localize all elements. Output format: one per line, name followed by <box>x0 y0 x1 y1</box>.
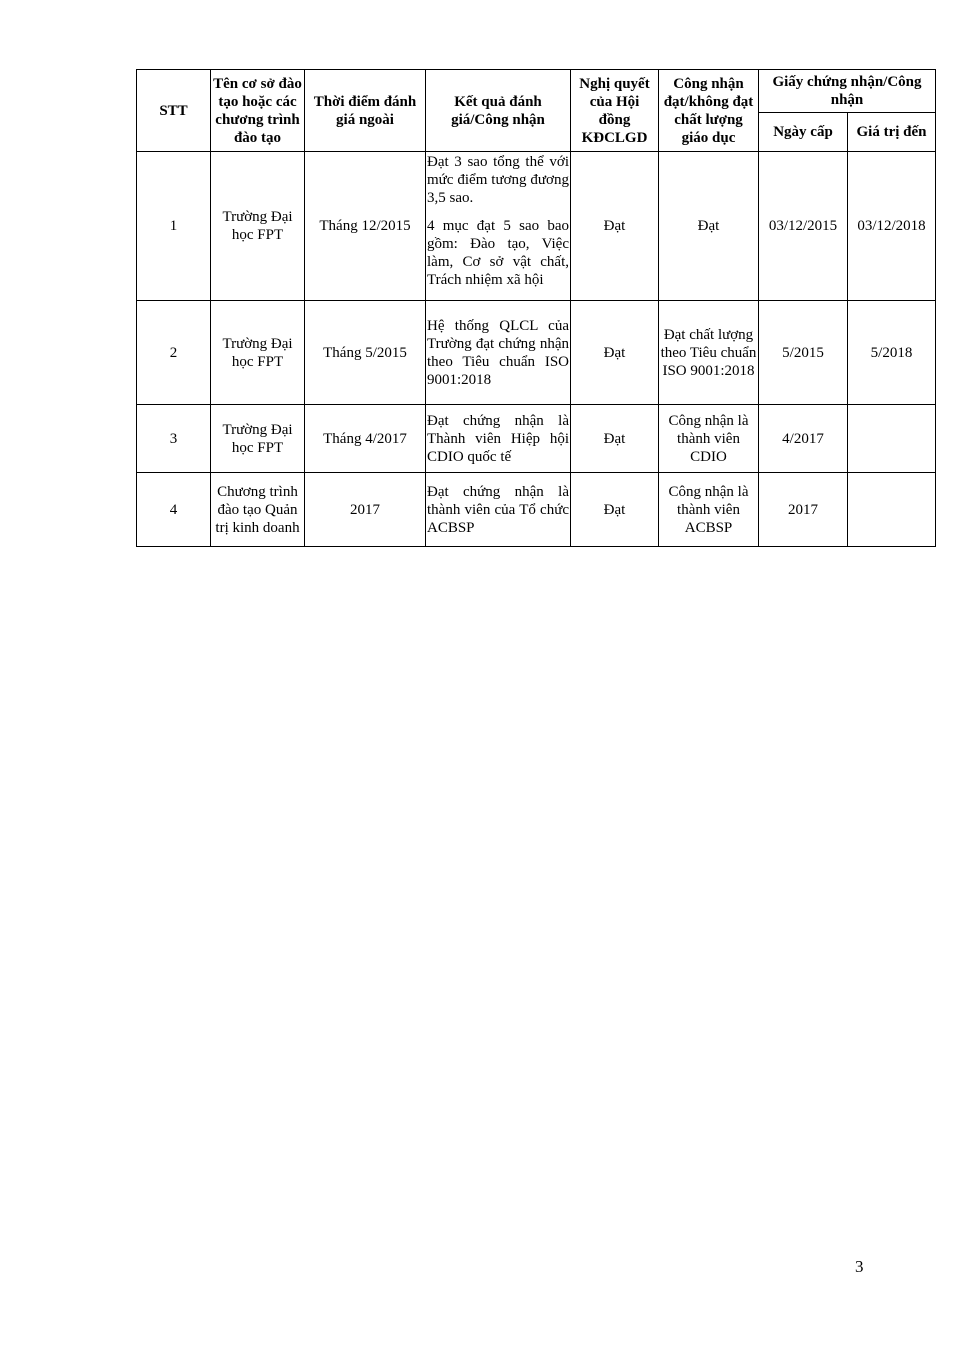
cell-issue-date: 03/12/2015 <box>759 152 848 301</box>
cell-resolution: Đạt <box>571 405 659 473</box>
cell-time: 2017 <box>305 473 426 547</box>
cell-result <box>426 152 571 301</box>
header-certificate: Giấy chứng nhận/Công nhận <box>759 70 936 113</box>
header-recognition: Công nhận đạt/không đạt chất lượng giáo dục <box>659 70 759 152</box>
cell-valid-until: 5/2018 <box>848 301 936 405</box>
cell-recognition: Công nhận là thành viên ACBSP <box>659 473 759 547</box>
table-row <box>137 405 936 473</box>
cell-institution: Trường Đại học FPT <box>211 405 305 473</box>
result-paragraph: Đạt chứng nhận là Thành viên Hiệp hội CDIO quốc tế <box>427 412 569 465</box>
table-row <box>137 473 936 547</box>
header-issue-date: Ngày cấp <box>759 113 848 152</box>
cell-time: Tháng 5/2015 <box>305 301 426 405</box>
cell-recognition: Đạt chất lượng theo Tiêu chuẩn ISO 9001:2018 <box>659 301 759 405</box>
cell-institution: Trường Đại học FPT <box>211 152 305 301</box>
cell-resolution: Đạt <box>571 473 659 547</box>
cell-stt: 3 <box>137 405 211 473</box>
cell-recognition: Đạt <box>659 152 759 301</box>
cell-valid-until: 03/12/2018 <box>848 152 936 301</box>
header-stt: STT <box>137 70 211 152</box>
page-number: 3 <box>855 1257 864 1276</box>
accreditation-table-wrapper <box>136 69 935 547</box>
cell-issue-date: 2017 <box>759 473 848 547</box>
cell-recognition: Công nhận là thành viên CDIO <box>659 405 759 473</box>
cell-issue-date: 5/2015 <box>759 301 848 405</box>
result-paragraph: 4 mục đạt 5 sao bao gồm: Đào tạo, Việc làm, Cơ sở vật chất, Trách nhiệm xã hội <box>427 218 569 288</box>
accreditation-table <box>136 69 936 547</box>
result-paragraph: Đạt 3 sao tổng thể với mức điểm tương đương 3,5 sao. <box>427 154 569 206</box>
header-result: Kết quả đánh giá/Công nhận <box>426 70 571 152</box>
header-valid-until: Giá trị đến <box>848 113 936 152</box>
cell-time: Tháng 12/2015 <box>305 152 426 301</box>
header-institution: Tên cơ sở đào tạo hoặc các chương trình đào tạo <box>211 70 305 152</box>
cell-stt: 4 <box>137 473 211 547</box>
result-paragraph: Đạt chứng nhận là thành viên của Tổ chức ACBSP <box>427 483 569 536</box>
cell-result <box>426 405 571 473</box>
cell-valid-until <box>848 473 936 547</box>
cell-institution: Trường Đại học FPT <box>211 301 305 405</box>
cell-issue-date: 4/2017 <box>759 405 848 473</box>
cell-time: Tháng 4/2017 <box>305 405 426 473</box>
cell-valid-until <box>848 405 936 473</box>
cell-institution: Chương trình đào tạo Quản trị kinh doanh <box>211 473 305 547</box>
cell-stt: 1 <box>137 152 211 301</box>
cell-result <box>426 301 571 405</box>
cell-resolution: Đạt <box>571 152 659 301</box>
header-row-1 <box>137 70 936 113</box>
cell-stt: 2 <box>137 301 211 405</box>
header-external-eval-time: Thời điểm đánh giá ngoài <box>305 70 426 152</box>
cell-resolution: Đạt <box>571 301 659 405</box>
table-row <box>137 152 936 301</box>
table-row <box>137 301 936 405</box>
cell-result <box>426 473 571 547</box>
header-resolution: Nghị quyết của Hội đồng KĐCLGD <box>571 70 659 152</box>
result-paragraph: Hệ thống QLCL của Trường đạt chứng nhận theo Tiêu chuẩn ISO 9001:2018 <box>427 317 569 388</box>
